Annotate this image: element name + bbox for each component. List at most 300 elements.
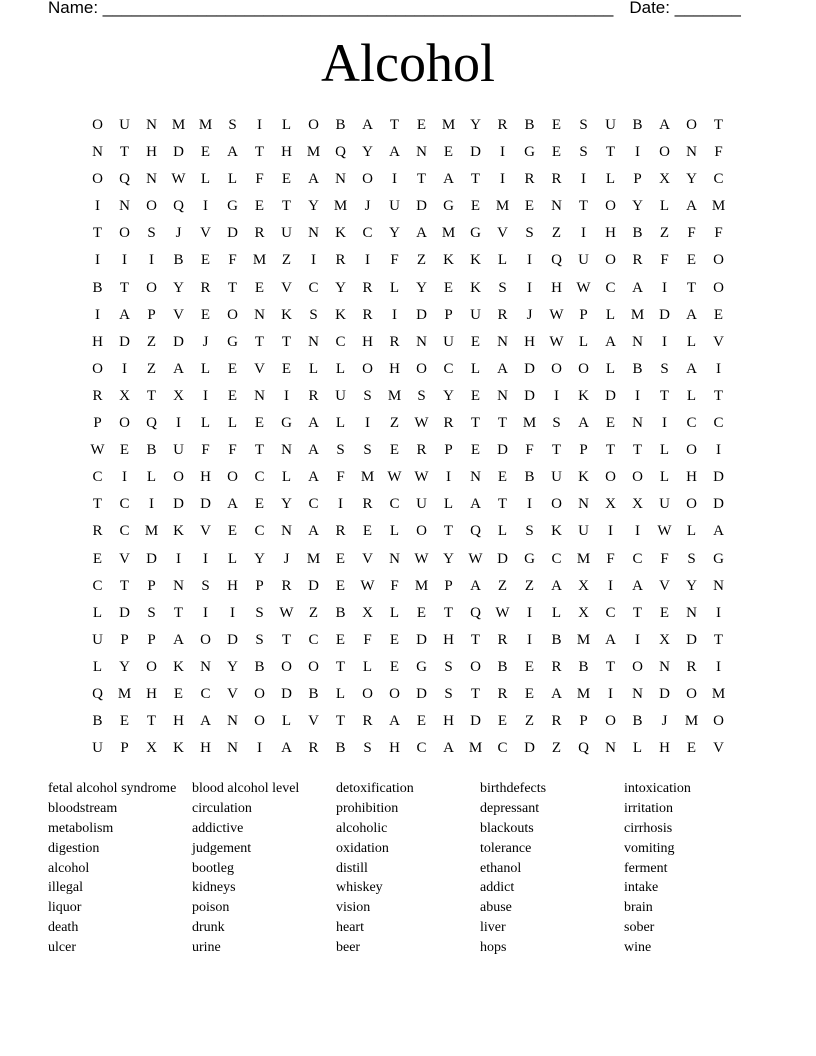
grid-letter[interactable]: N — [578, 496, 589, 513]
grid-letter[interactable]: T — [416, 171, 427, 188]
grid-letter[interactable]: S — [147, 604, 156, 621]
grid-letter[interactable]: H — [524, 333, 535, 350]
grid-letter[interactable]: O — [227, 306, 238, 323]
grid-letter[interactable]: N — [254, 306, 265, 323]
grid-letter[interactable]: O — [632, 469, 643, 486]
grid-letter[interactable]: P — [579, 306, 588, 323]
grid-letter[interactable]: Y — [632, 198, 643, 215]
grid-letter[interactable]: S — [309, 306, 318, 323]
grid-letter[interactable]: R — [335, 252, 346, 269]
grid-letter[interactable]: Y — [443, 550, 454, 567]
grid-letter[interactable]: L — [146, 469, 157, 486]
grid-letter[interactable]: L — [632, 740, 643, 757]
grid-letter[interactable]: T — [335, 713, 346, 730]
grid-letter[interactable]: E — [686, 740, 697, 757]
grid-letter[interactable]: I — [716, 442, 721, 459]
grid-letter[interactable]: A — [173, 631, 184, 648]
grid-letter[interactable]: I — [203, 198, 208, 215]
grid-letter[interactable]: O — [254, 713, 265, 730]
grid-letter[interactable]: T — [632, 604, 643, 621]
grid-letter[interactable]: N — [335, 171, 346, 188]
grid-letter[interactable]: E — [119, 713, 130, 730]
grid-letter[interactable]: N — [146, 117, 157, 133]
grid-letter[interactable]: T — [119, 144, 130, 161]
grid-letter[interactable]: V — [659, 577, 670, 594]
grid-letter[interactable]: N — [686, 604, 697, 621]
grid-letter[interactable]: I — [95, 306, 100, 323]
grid-letter[interactable]: N — [659, 658, 670, 675]
grid-letter[interactable]: M — [144, 523, 159, 540]
grid-letter[interactable]: G — [416, 658, 427, 675]
grid-letter[interactable]: A — [308, 442, 319, 459]
grid-letter[interactable]: D — [713, 496, 724, 513]
grid-letter[interactable]: L — [605, 360, 616, 377]
grid-letter[interactable]: N — [686, 144, 697, 161]
grid-letter[interactable]: A — [200, 713, 211, 730]
grid-letter[interactable]: A — [173, 360, 184, 377]
grid-letter[interactable]: L — [686, 523, 697, 540]
grid-letter[interactable]: U — [335, 387, 346, 404]
grid-letter[interactable]: R — [92, 387, 103, 404]
grid-letter[interactable]: I — [662, 333, 667, 350]
grid-letter[interactable]: T — [254, 442, 265, 459]
grid-letter[interactable]: N — [227, 740, 238, 757]
grid-letter[interactable]: E — [227, 360, 238, 377]
grid-letter[interactable]: C — [389, 496, 400, 513]
grid-letter[interactable]: Y — [173, 279, 184, 296]
grid-letter[interactable]: W — [549, 333, 564, 350]
grid-letter[interactable]: Q — [146, 415, 157, 432]
grid-letter[interactable]: T — [470, 685, 481, 702]
grid-letter[interactable]: Y — [686, 577, 697, 594]
grid-letter[interactable]: C — [92, 469, 103, 486]
grid-letter[interactable]: T — [119, 279, 130, 296]
grid-letter[interactable]: I — [500, 144, 505, 161]
grid-letter[interactable]: Y — [686, 171, 697, 188]
grid-letter[interactable]: O — [686, 685, 697, 702]
grid-letter[interactable]: C — [92, 577, 103, 594]
grid-letter[interactable]: E — [254, 496, 265, 513]
grid-letter[interactable]: R — [686, 658, 697, 675]
grid-letter[interactable]: O — [92, 360, 103, 377]
grid-letter[interactable]: A — [308, 415, 319, 432]
grid-letter[interactable]: N — [605, 740, 616, 757]
grid-letter[interactable]: O — [173, 469, 184, 486]
grid-letter[interactable]: R — [497, 685, 508, 702]
grid-letter[interactable]: D — [416, 631, 427, 648]
grid-letter[interactable]: N — [416, 144, 427, 161]
grid-letter[interactable]: M — [684, 713, 699, 730]
grid-letter[interactable]: E — [524, 198, 535, 215]
grid-letter[interactable]: F — [228, 442, 237, 459]
grid-letter[interactable]: T — [254, 333, 265, 350]
grid-letter[interactable]: Z — [659, 225, 670, 242]
grid-letter[interactable]: C — [362, 225, 373, 242]
grid-letter[interactable]: S — [579, 117, 588, 133]
grid-letter[interactable]: O — [362, 360, 373, 377]
grid-letter[interactable]: U — [578, 252, 589, 269]
grid-letter[interactable]: A — [389, 713, 400, 730]
grid-letter[interactable]: W — [414, 550, 429, 567]
grid-letter[interactable]: E — [335, 550, 346, 567]
grid-letter[interactable]: O — [713, 252, 724, 269]
grid-letter[interactable]: T — [632, 442, 643, 459]
grid-letter[interactable]: Q — [119, 171, 130, 188]
grid-letter[interactable]: H — [227, 577, 238, 594]
grid-letter[interactable]: I — [95, 252, 100, 269]
grid-letter[interactable]: O — [605, 198, 616, 215]
grid-letter[interactable]: F — [606, 550, 615, 567]
grid-letter[interactable]: U — [659, 496, 670, 513]
grid-letter[interactable]: N — [227, 713, 238, 730]
grid-letter[interactable]: O — [632, 658, 643, 675]
grid-letter[interactable]: V — [119, 550, 130, 567]
grid-letter[interactable]: P — [579, 713, 588, 730]
grid-letter[interactable]: R — [551, 713, 562, 730]
grid-letter[interactable]: E — [470, 387, 481, 404]
grid-letter[interactable]: L — [686, 333, 697, 350]
grid-letter[interactable]: U — [389, 198, 400, 215]
grid-letter[interactable]: V — [362, 550, 373, 567]
grid-letter[interactable]: L — [551, 604, 562, 621]
grid-letter[interactable]: R — [497, 631, 508, 648]
grid-letter[interactable]: H — [605, 225, 616, 242]
grid-letter[interactable]: I — [230, 604, 235, 621]
grid-letter[interactable]: S — [579, 144, 588, 161]
grid-letter[interactable]: E — [524, 658, 535, 675]
grid-letter[interactable]: A — [281, 740, 292, 757]
grid-letter[interactable]: T — [254, 144, 265, 161]
grid-letter[interactable]: I — [176, 550, 181, 567]
grid-letter[interactable]: S — [363, 740, 372, 757]
grid-letter[interactable]: D — [416, 198, 427, 215]
grid-letter[interactable]: C — [254, 469, 265, 486]
grid-letter[interactable]: Z — [146, 360, 157, 377]
grid-letter[interactable]: E — [254, 415, 265, 432]
grid-letter[interactable]: I — [635, 387, 640, 404]
grid-letter[interactable]: S — [363, 387, 372, 404]
grid-letter[interactable]: G — [227, 198, 238, 215]
grid-letter[interactable]: C — [686, 415, 697, 432]
grid-letter[interactable]: T — [227, 279, 238, 296]
grid-letter[interactable]: O — [713, 713, 724, 730]
grid-letter[interactable]: O — [227, 469, 238, 486]
grid-letter[interactable]: V — [200, 225, 211, 242]
grid-letter[interactable]: J — [364, 198, 371, 215]
grid-letter[interactable]: Y — [254, 550, 265, 567]
grid-letter[interactable]: L — [200, 360, 211, 377]
grid-letter[interactable]: G — [713, 550, 724, 567]
grid-letter[interactable]: G — [443, 198, 454, 215]
grid-letter[interactable]: I — [581, 225, 586, 242]
grid-letter[interactable]: J — [526, 306, 533, 323]
grid-letter[interactable]: S — [660, 360, 669, 377]
grid-letter[interactable]: E — [713, 306, 724, 323]
grid-letter[interactable]: E — [551, 117, 562, 133]
grid-letter[interactable]: G — [227, 333, 238, 350]
grid-letter[interactable]: D — [173, 144, 184, 161]
grid-letter[interactable]: M — [495, 198, 510, 215]
grid-letter[interactable]: W — [468, 550, 483, 567]
grid-letter[interactable]: I — [608, 577, 613, 594]
grid-letter[interactable]: T — [281, 631, 292, 648]
grid-letter[interactable]: G — [470, 225, 481, 242]
grid-letter[interactable]: S — [417, 387, 426, 404]
grid-letter[interactable]: V — [254, 360, 265, 377]
grid-letter[interactable]: B — [254, 658, 265, 675]
grid-letter[interactable]: B — [524, 469, 535, 486]
grid-letter[interactable]: L — [92, 658, 103, 675]
grid-letter[interactable]: F — [363, 631, 372, 648]
grid-letter[interactable]: V — [200, 523, 211, 540]
grid-letter[interactable]: A — [308, 469, 319, 486]
grid-letter[interactable]: R — [389, 333, 400, 350]
grid-letter[interactable]: S — [444, 658, 453, 675]
grid-letter[interactable]: K — [173, 523, 184, 540]
grid-letter[interactable]: I — [446, 469, 451, 486]
grid-letter[interactable]: E — [254, 279, 265, 296]
grid-letter[interactable]: O — [416, 523, 427, 540]
grid-letter[interactable]: M — [576, 631, 591, 648]
grid-letter[interactable]: T — [578, 198, 589, 215]
grid-letter[interactable]: L — [281, 469, 292, 486]
grid-letter[interactable]: H — [146, 144, 157, 161]
grid-letter[interactable]: S — [444, 685, 453, 702]
grid-letter[interactable]: Z — [524, 713, 535, 730]
grid-letter[interactable]: A — [632, 279, 643, 296]
grid-letter[interactable]: E — [227, 387, 238, 404]
grid-letter[interactable]: Y — [227, 658, 238, 675]
grid-letter[interactable]: U — [92, 631, 103, 648]
grid-letter[interactable]: H — [173, 713, 184, 730]
grid-letter[interactable]: O — [605, 252, 616, 269]
grid-letter[interactable]: Q — [335, 144, 346, 161]
grid-letter[interactable]: S — [336, 442, 345, 459]
grid-letter[interactable]: Q — [551, 252, 562, 269]
grid-letter[interactable]: X — [659, 631, 670, 648]
grid-letter[interactable]: A — [362, 117, 373, 133]
grid-letter[interactable]: V — [173, 306, 184, 323]
grid-letter[interactable]: I — [257, 740, 262, 757]
name-field[interactable]: Name: ______________________________________________________ — [48, 0, 614, 17]
grid-letter[interactable]: M — [387, 387, 402, 404]
grid-letter[interactable]: U — [605, 117, 616, 133]
grid-letter[interactable]: T — [470, 631, 481, 648]
grid-letter[interactable]: N — [119, 198, 130, 215]
grid-letter[interactable]: I — [716, 360, 721, 377]
grid-letter[interactable]: C — [497, 740, 508, 757]
grid-letter[interactable]: T — [92, 496, 103, 513]
grid-letter[interactable]: B — [335, 604, 346, 621]
grid-letter[interactable]: C — [605, 279, 616, 296]
grid-letter[interactable]: L — [335, 360, 346, 377]
grid-letter[interactable]: I — [527, 252, 532, 269]
grid-letter[interactable]: O — [686, 442, 697, 459]
grid-letter[interactable]: O — [551, 360, 562, 377]
grid-letter[interactable]: S — [525, 523, 534, 540]
grid-letter[interactable]: A — [632, 577, 643, 594]
grid-letter[interactable]: V — [227, 685, 238, 702]
grid-letter[interactable]: L — [659, 469, 670, 486]
grid-letter[interactable]: Y — [443, 387, 454, 404]
grid-letter[interactable]: X — [605, 496, 616, 513]
grid-letter[interactable]: H — [389, 360, 400, 377]
grid-letter[interactable]: P — [444, 442, 453, 459]
grid-letter[interactable]: F — [228, 252, 237, 269]
grid-letter[interactable]: L — [227, 171, 238, 188]
grid-letter[interactable]: Y — [389, 225, 400, 242]
grid-letter[interactable]: O — [119, 415, 130, 432]
grid-letter[interactable]: O — [119, 225, 130, 242]
grid-letter[interactable]: I — [392, 306, 397, 323]
grid-letter[interactable]: I — [311, 252, 316, 269]
grid-letter[interactable]: H — [92, 333, 103, 350]
grid-letter[interactable]: Q — [173, 198, 184, 215]
grid-letter[interactable]: S — [525, 225, 534, 242]
grid-letter[interactable]: H — [146, 685, 157, 702]
grid-letter[interactable]: C — [443, 360, 454, 377]
grid-letter[interactable]: E — [551, 144, 562, 161]
grid-letter[interactable]: M — [576, 550, 591, 567]
grid-letter[interactable]: D — [524, 387, 535, 404]
grid-letter[interactable]: T — [605, 442, 616, 459]
grid-letter[interactable]: B — [632, 225, 643, 242]
grid-letter[interactable]: L — [335, 415, 346, 432]
grid-letter[interactable]: O — [308, 117, 319, 133]
grid-letter[interactable]: W — [576, 279, 591, 296]
grid-letter[interactable]: W — [414, 415, 429, 432]
grid-letter[interactable]: F — [390, 252, 399, 269]
grid-letter[interactable]: L — [443, 496, 454, 513]
grid-letter[interactable]: X — [578, 577, 589, 594]
grid-letter[interactable]: K — [173, 658, 184, 675]
grid-letter[interactable]: P — [444, 306, 453, 323]
grid-letter[interactable]: L — [389, 604, 400, 621]
grid-letter[interactable]: I — [365, 415, 370, 432]
grid-letter[interactable]: P — [579, 442, 588, 459]
grid-letter[interactable]: I — [392, 171, 397, 188]
grid-letter[interactable]: V — [308, 713, 319, 730]
grid-letter[interactable]: L — [362, 658, 373, 675]
grid-letter[interactable]: L — [281, 713, 292, 730]
grid-letter[interactable]: E — [335, 577, 346, 594]
grid-letter[interactable]: N — [497, 387, 508, 404]
grid-letter[interactable]: T — [389, 117, 400, 133]
grid-letter[interactable]: O — [200, 631, 211, 648]
grid-letter[interactable]: P — [120, 740, 129, 757]
grid-letter[interactable]: R — [524, 171, 535, 188]
grid-letter[interactable]: Z — [308, 604, 319, 621]
grid-letter[interactable]: D — [686, 631, 697, 648]
grid-letter[interactable]: E — [686, 252, 697, 269]
grid-letter[interactable]: A — [416, 225, 427, 242]
grid-letter[interactable]: I — [203, 550, 208, 567]
grid-letter[interactable]: C — [119, 496, 130, 513]
grid-letter[interactable]: P — [147, 631, 156, 648]
grid-letter[interactable]: H — [551, 279, 562, 296]
grid-letter[interactable]: D — [281, 685, 292, 702]
grid-letter[interactable]: K — [551, 523, 562, 540]
grid-letter[interactable]: Z — [281, 252, 292, 269]
grid-letter[interactable]: X — [362, 604, 373, 621]
grid-letter[interactable]: N — [308, 333, 319, 350]
grid-letter[interactable]: N — [281, 442, 292, 459]
grid-letter[interactable]: C — [605, 604, 616, 621]
grid-letter[interactable]: R — [551, 171, 562, 188]
grid-letter[interactable]: I — [527, 496, 532, 513]
grid-letter[interactable]: N — [497, 333, 508, 350]
grid-letter[interactable]: Z — [146, 333, 157, 350]
grid-letter[interactable]: O — [713, 279, 724, 296]
grid-letter[interactable]: V — [713, 333, 724, 350]
grid-letter[interactable]: D — [119, 333, 130, 350]
grid-letter[interactable]: N — [92, 144, 103, 161]
grid-letter[interactable]: L — [200, 415, 211, 432]
grid-letter[interactable]: C — [416, 740, 427, 757]
grid-letter[interactable]: I — [608, 685, 613, 702]
grid-letter[interactable]: L — [281, 117, 292, 133]
grid-letter[interactable]: R — [416, 442, 427, 459]
grid-letter[interactable]: H — [200, 469, 211, 486]
grid-letter[interactable]: O — [686, 496, 697, 513]
grid-letter[interactable]: A — [119, 306, 130, 323]
grid-letter[interactable]: R — [254, 225, 265, 242]
grid-letter[interactable]: Z — [551, 740, 562, 757]
grid-letter[interactable]: B — [551, 631, 562, 648]
grid-letter[interactable]: I — [581, 171, 586, 188]
grid-letter[interactable]: I — [338, 496, 343, 513]
grid-letter[interactable]: L — [659, 442, 670, 459]
grid-letter[interactable]: A — [227, 144, 238, 161]
grid-letter[interactable]: M — [198, 117, 213, 133]
grid-letter[interactable]: G — [281, 415, 292, 432]
grid-letter[interactable]: M — [522, 415, 537, 432]
grid-letter[interactable]: R — [308, 387, 319, 404]
grid-letter[interactable]: O — [146, 279, 157, 296]
grid-letter[interactable]: I — [365, 252, 370, 269]
grid-letter[interactable]: V — [497, 225, 508, 242]
grid-letter[interactable]: I — [500, 171, 505, 188]
grid-letter[interactable]: A — [686, 198, 697, 215]
grid-letter[interactable]: A — [578, 415, 589, 432]
grid-letter[interactable]: D — [416, 685, 427, 702]
grid-letter[interactable]: I — [635, 631, 640, 648]
grid-letter[interactable]: M — [711, 685, 726, 702]
grid-letter[interactable]: W — [495, 604, 510, 621]
grid-letter[interactable]: L — [389, 279, 400, 296]
grid-letter[interactable]: R — [362, 496, 373, 513]
grid-letter[interactable]: I — [122, 469, 127, 486]
grid-letter[interactable]: R — [335, 523, 346, 540]
grid-letter[interactable]: E — [200, 306, 211, 323]
grid-letter[interactable]: C — [254, 523, 265, 540]
grid-letter[interactable]: Y — [281, 496, 292, 513]
grid-letter[interactable]: I — [635, 144, 640, 161]
grid-letter[interactable]: O — [146, 658, 157, 675]
grid-letter[interactable]: E — [470, 333, 481, 350]
grid-letter[interactable]: F — [525, 442, 534, 459]
grid-letter[interactable]: K — [335, 225, 346, 242]
grid-letter[interactable]: N — [173, 577, 184, 594]
grid-letter[interactable]: F — [255, 171, 264, 188]
grid-letter[interactable]: I — [176, 415, 181, 432]
grid-letter[interactable]: H — [200, 740, 211, 757]
grid-letter[interactable]: T — [497, 496, 508, 513]
grid-letter[interactable]: Q — [578, 740, 589, 757]
grid-letter[interactable]: D — [659, 685, 670, 702]
grid-letter[interactable]: I — [284, 387, 289, 404]
grid-letter[interactable]: M — [252, 252, 267, 269]
